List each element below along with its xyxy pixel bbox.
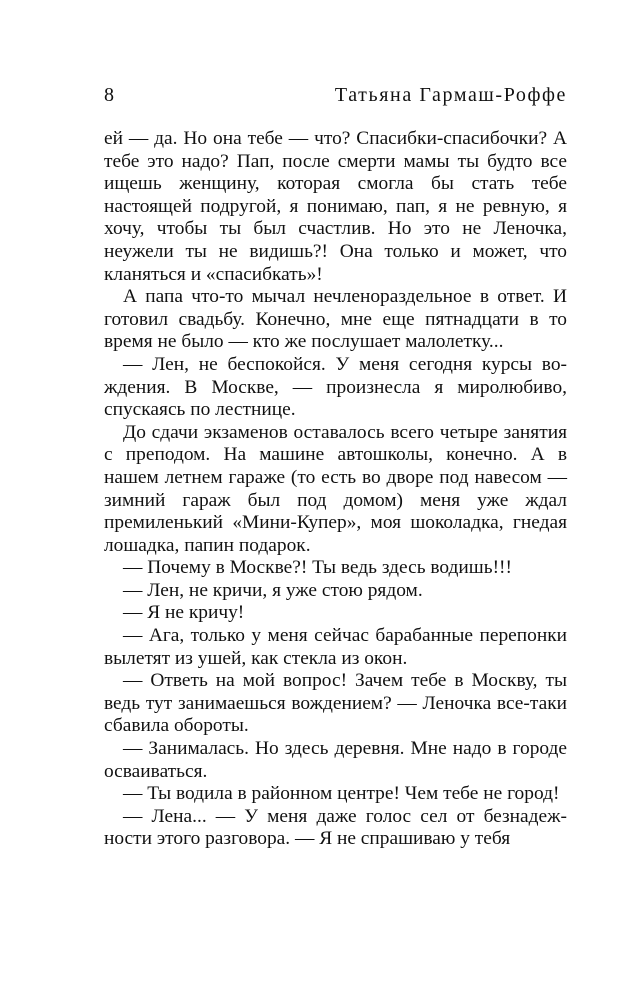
- paragraph: — Ответь на мой вопрос! Зачем тебе в Москву, ты ведь тут занимаешься вождением? — Леночка все-таки сбавила обороты.: [104, 670, 567, 737]
- body-text: [104, 128, 567, 851]
- book-page: [104, 82, 567, 851]
- paragraph: — Лен, не кричи, я уже стою рядом.: [123, 579, 423, 601]
- paragraph: — Лен, не беспокойся. У меня сегодня курсы вождения. В Москве, — произнесла я миролюбиво, спускаясь по лестнице.: [104, 353, 567, 421]
- running-header: [104, 82, 567, 108]
- paragraph: До сдачи экзаменов оставалось всего четыре занятия с преподом. На машине автошколы, конечно. А в нашем летнем гараже (то есть во дворе под навесом — зимний гараж был под домом) меня уже ждал премиленький «Мини-Купер», моя шоколадка, гнедая лошадка, папин подарок.: [104, 421, 567, 556]
- paragraph: — Почему в Москве?! Ты ведь здесь водишь!!!: [123, 557, 512, 579]
- paragraph: — Ага, только у меня сейчас барабанные перепонки вылетят из ушей, как стекла из окон.: [104, 625, 567, 669]
- paragraph: А папа что-то мычал нечленораздельное в ответ. И готовил свадьбу. Конечно, мне еще пятнадцати в то время не было — кто же послушает малолетку...: [104, 286, 567, 353]
- author-name: Татьяна Гармаш-Роффе: [334, 84, 567, 106]
- paragraph: — Занималась. Но здесь деревня. Мне надо в городе осваиваться.: [104, 738, 567, 782]
- paragraph: — Я не кричу!: [123, 602, 245, 624]
- paragraph: — Ты водила в районном центре! Чем тебе не город!: [123, 783, 560, 805]
- page-number: 8: [104, 84, 114, 106]
- paragraph: ей — да. Но она тебе — что? Спасибки-спасибочки? А тебе это надо? Пап, после смерти мамы ты будто все ищешь женщину, которая смогла бы стать тебе настоящей подругой, я понимаю, пап, я не ревную, я хочу, чтобы ты был счастлив. Но это не Леночка, неужели ты не видишь?! Она только и может, что кланяться и «спасибкать»!: [104, 128, 567, 285]
- paragraph: — Лена... — У меня даже голос сел от безнадежности этого разговора. — Я не спрашиваю у тебя: [104, 805, 567, 850]
